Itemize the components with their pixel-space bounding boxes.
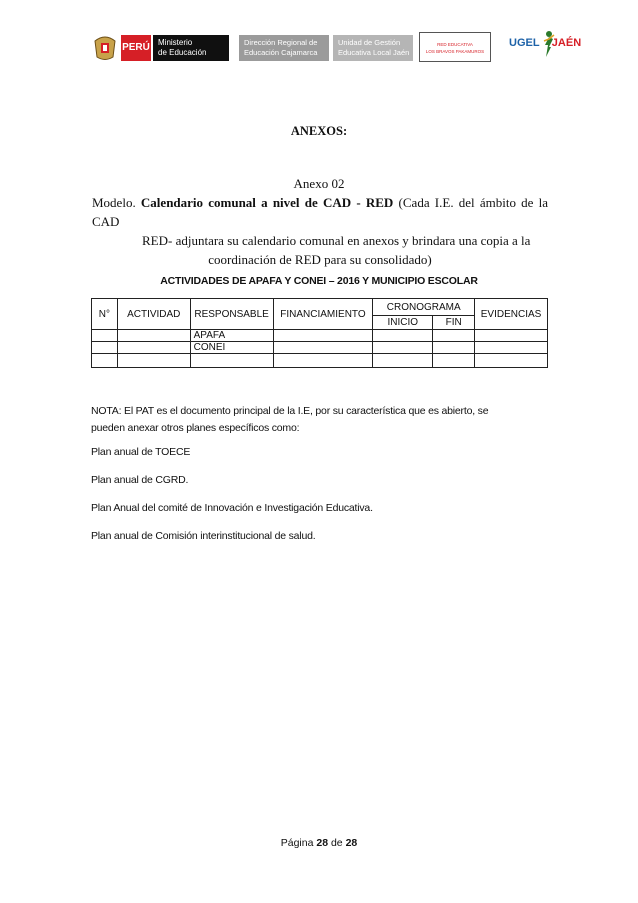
annex-number: Anexo 02 [293,176,345,191]
ugel-jaen-logo: UGEL JAÉN [509,37,582,49]
table-row [92,342,548,354]
red-educativa-box: RED EDUCATIVA LOS BRAVOS PAKAMUROS [419,32,491,62]
ugel-figure-icon [542,29,556,59]
header-logos [93,32,593,72]
page-title: ANEXOS: [290,124,348,138]
header-num: N° [92,299,118,330]
page-footer: Página 28 de 28 [280,837,358,849]
activities-table [91,298,548,368]
nota-paragraph: NOTA: El PAT es el documento principal de la I.E, por su característica que es abierto, se pueden anexar otros planes específicos como: [91,405,489,434]
direccion-regional-logo: Dirección Regional de Educación Cajamarca [239,35,329,61]
unidad-gestion-logo: Unidad de Gestión Educativa Local Jaén [333,35,413,61]
header-responsable: RESPONSABLE [190,299,273,330]
plan-item: Plan Anual del comité de Innovación e Investigación Educativa. [91,502,373,514]
row-responsable: APAFA [190,330,273,342]
header-evidencias: EVIDENCIAS [475,299,548,330]
table-title: ACTIVIDADES DE APAFA Y CONEI – 2016 Y MUNICIPIO ESCOLAR [160,275,478,287]
header-fin: FIN [433,316,475,330]
annex-line-3: coordinación de RED para su consolidado) [208,252,432,267]
row-responsable [190,354,273,368]
header-inicio: INICIO [373,316,433,330]
peru-logo: PERÚ [121,35,151,61]
row-responsable: CONEI [190,342,273,354]
annex-line-1: Modelo. Calendario comunal a nivel de CAD - RED (Cada I.E. del ámbito de la CAD [92,195,549,229]
plan-item: Plan anual de Comisión interinstitucional de salud. [91,530,316,542]
header-cronograma: CRONOGRAMA [373,299,475,316]
table-row [92,330,548,342]
table-row [92,354,548,368]
plan-item: Plan anual de TOECE [91,446,191,458]
national-seal-icon [93,35,117,61]
annex-description [92,193,548,269]
header-financiamiento: FINANCIAMIENTO [273,299,373,330]
header-actividad: ACTIVIDAD [117,299,190,330]
ministerio-logo: Ministerio de Educación [153,35,229,61]
plan-item: Plan anual de CGRD. [91,474,189,486]
annex-line-2: RED- adjuntara su calendario comunal en anexos y brindara una copia a la [142,233,531,248]
